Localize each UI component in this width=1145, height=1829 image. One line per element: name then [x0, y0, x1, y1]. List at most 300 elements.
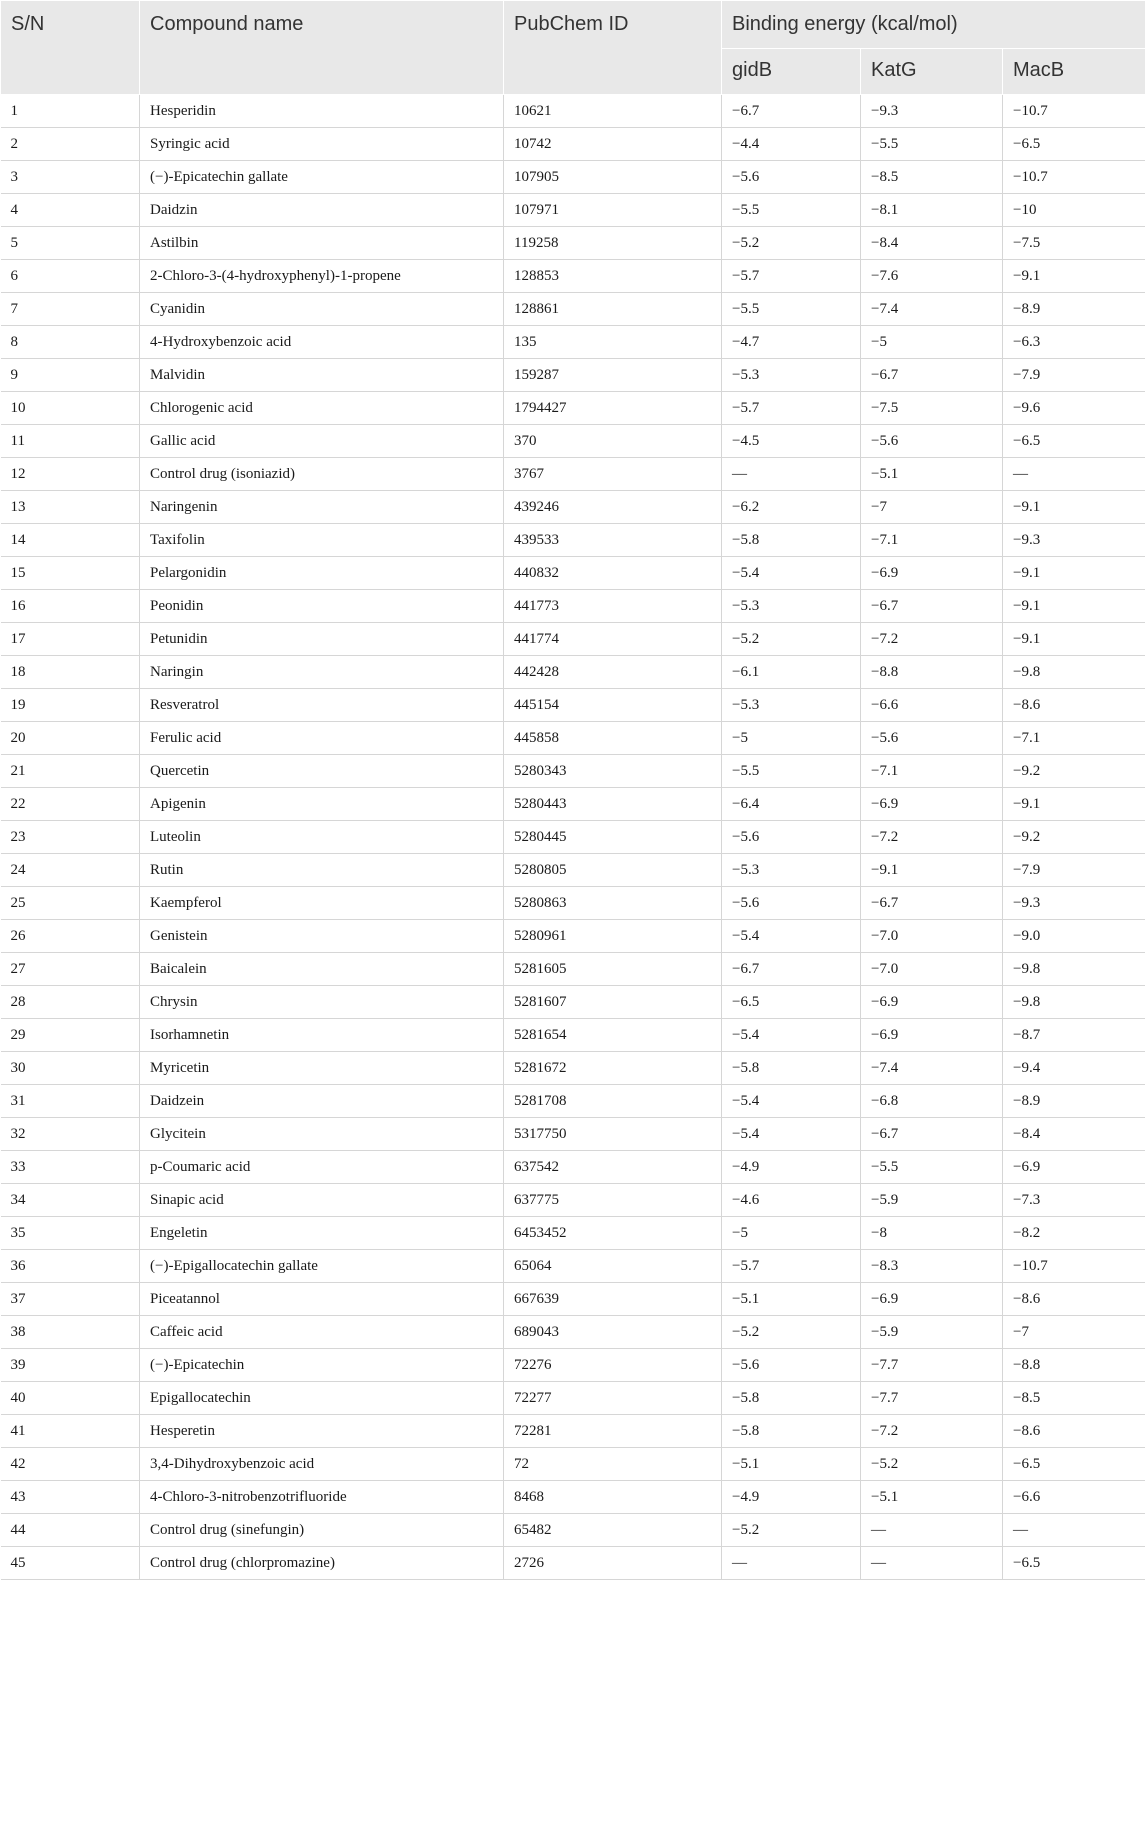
cell-macb: −8.7: [1003, 1019, 1145, 1052]
cell-macb: —: [1003, 458, 1145, 491]
cell-gidb: −5.5: [722, 293, 861, 326]
cell-katg: −7.4: [861, 293, 1003, 326]
cell-pubchem-id: 128861: [504, 293, 722, 326]
cell-sn: 3: [1, 161, 140, 194]
cell-macb: −6.5: [1003, 1547, 1145, 1580]
cell-pubchem-id: 5317750: [504, 1118, 722, 1151]
cell-sn: 32: [1, 1118, 140, 1151]
table-row: [1, 1184, 1145, 1217]
cell-pubchem-id: 637775: [504, 1184, 722, 1217]
cell-sn: 7: [1, 293, 140, 326]
cell-pubchem-id: 441774: [504, 623, 722, 656]
cell-gidb: −5.3: [722, 590, 861, 623]
cell-macb: −6.3: [1003, 326, 1145, 359]
cell-pubchem-id: 5280443: [504, 788, 722, 821]
cell-pubchem-id: 442428: [504, 656, 722, 689]
cell-gidb: −5: [722, 722, 861, 755]
cell-macb: −8.9: [1003, 293, 1145, 326]
table-row: [1, 557, 1145, 590]
cell-gidb: −5.7: [722, 1250, 861, 1283]
cell-macb: −9.3: [1003, 887, 1145, 920]
cell-gidb: −5.3: [722, 689, 861, 722]
cell-pubchem-id: 440832: [504, 557, 722, 590]
cell-gidb: —: [722, 1547, 861, 1580]
cell-pubchem-id: 5281607: [504, 986, 722, 1019]
cell-sn: 42: [1, 1448, 140, 1481]
cell-pubchem-id: 10621: [504, 95, 722, 128]
cell-macb: −9.6: [1003, 392, 1145, 425]
cell-gidb: −4.9: [722, 1151, 861, 1184]
cell-sn: 13: [1, 491, 140, 524]
cell-macb: −9.8: [1003, 953, 1145, 986]
cell-compound-name: Hesperidin: [140, 95, 504, 128]
cell-katg: −6.9: [861, 788, 1003, 821]
cell-gidb: −6.5: [722, 986, 861, 1019]
cell-compound-name: Epigallocatechin: [140, 1382, 504, 1415]
cell-gidb: −4.7: [722, 326, 861, 359]
cell-compound-name: (−)-Epigallocatechin gallate: [140, 1250, 504, 1283]
cell-katg: −7.0: [861, 953, 1003, 986]
cell-gidb: −5.8: [722, 524, 861, 557]
cell-pubchem-id: 2726: [504, 1547, 722, 1580]
table-row: [1, 1085, 1145, 1118]
table-row: [1, 293, 1145, 326]
cell-sn: 23: [1, 821, 140, 854]
cell-gidb: −5.4: [722, 1019, 861, 1052]
cell-katg: −5.2: [861, 1448, 1003, 1481]
cell-compound-name: Cyanidin: [140, 293, 504, 326]
cell-compound-name: 3,4-Dihydroxybenzoic acid: [140, 1448, 504, 1481]
cell-sn: 29: [1, 1019, 140, 1052]
table-row: [1, 1052, 1145, 1085]
cell-macb: −6.5: [1003, 425, 1145, 458]
cell-katg: −6.9: [861, 1283, 1003, 1316]
cell-katg: −8.4: [861, 227, 1003, 260]
cell-compound-name: Control drug (sinefungin): [140, 1514, 504, 1547]
cell-compound-name: Malvidin: [140, 359, 504, 392]
cell-gidb: −5.6: [722, 1349, 861, 1382]
cell-sn: 43: [1, 1481, 140, 1514]
cell-sn: 25: [1, 887, 140, 920]
cell-compound-name: (−)-Epicatechin: [140, 1349, 504, 1382]
cell-gidb: −5.4: [722, 1085, 861, 1118]
cell-sn: 27: [1, 953, 140, 986]
cell-pubchem-id: 5281605: [504, 953, 722, 986]
cell-katg: −7.7: [861, 1349, 1003, 1382]
cell-sn: 11: [1, 425, 140, 458]
table-row: [1, 1415, 1145, 1448]
table-row: [1, 1448, 1145, 1481]
cell-compound-name: Petunidin: [140, 623, 504, 656]
cell-compound-name: (−)-Epicatechin gallate: [140, 161, 504, 194]
cell-katg: −6.9: [861, 557, 1003, 590]
cell-macb: −8.2: [1003, 1217, 1145, 1250]
table-row: [1, 458, 1145, 491]
cell-sn: 40: [1, 1382, 140, 1415]
cell-pubchem-id: 445858: [504, 722, 722, 755]
cell-macb: −9.1: [1003, 590, 1145, 623]
table-row: [1, 1547, 1145, 1580]
cell-katg: −7.7: [861, 1382, 1003, 1415]
cell-compound-name: Gallic acid: [140, 425, 504, 458]
cell-gidb: —: [722, 458, 861, 491]
cell-gidb: −4.4: [722, 128, 861, 161]
cell-pubchem-id: 5280863: [504, 887, 722, 920]
cell-pubchem-id: 128853: [504, 260, 722, 293]
cell-pubchem-id: 5280961: [504, 920, 722, 953]
cell-gidb: −5.1: [722, 1448, 861, 1481]
table-row: [1, 854, 1145, 887]
header-compound-name: Compound name: [140, 1, 504, 95]
cell-katg: −8.5: [861, 161, 1003, 194]
cell-katg: −9.1: [861, 854, 1003, 887]
table-row: [1, 953, 1145, 986]
table-row: [1, 95, 1145, 128]
cell-compound-name: Naringin: [140, 656, 504, 689]
cell-macb: −8.4: [1003, 1118, 1145, 1151]
cell-compound-name: Daidzin: [140, 194, 504, 227]
cell-katg: −8.3: [861, 1250, 1003, 1283]
cell-sn: 6: [1, 260, 140, 293]
table-row: [1, 590, 1145, 623]
cell-katg: −5.5: [861, 128, 1003, 161]
table-row: [1, 1481, 1145, 1514]
cell-macb: −7.9: [1003, 854, 1145, 887]
cell-pubchem-id: 159287: [504, 359, 722, 392]
cell-compound-name: 4-Chloro-3-nitrobenzotrifluoride: [140, 1481, 504, 1514]
cell-gidb: −5.2: [722, 227, 861, 260]
cell-macb: −8.5: [1003, 1382, 1145, 1415]
cell-pubchem-id: 72: [504, 1448, 722, 1481]
table-row: [1, 326, 1145, 359]
cell-compound-name: Glycitein: [140, 1118, 504, 1151]
cell-macb: −10: [1003, 194, 1145, 227]
cell-katg: −5.5: [861, 1151, 1003, 1184]
cell-katg: —: [861, 1514, 1003, 1547]
cell-macb: −9.0: [1003, 920, 1145, 953]
cell-gidb: −5.8: [722, 1415, 861, 1448]
cell-compound-name: Pelargonidin: [140, 557, 504, 590]
cell-gidb: −5.4: [722, 557, 861, 590]
header-pubchem-id: PubChem ID: [504, 1, 722, 95]
cell-compound-name: Myricetin: [140, 1052, 504, 1085]
cell-katg: −7.1: [861, 755, 1003, 788]
cell-macb: −9.1: [1003, 491, 1145, 524]
cell-compound-name: 4-Hydroxybenzoic acid: [140, 326, 504, 359]
cell-katg: −5.6: [861, 425, 1003, 458]
table-row: [1, 1283, 1145, 1316]
cell-compound-name: Kaempferol: [140, 887, 504, 920]
cell-macb: −10.7: [1003, 95, 1145, 128]
cell-compound-name: Chrysin: [140, 986, 504, 1019]
table-row: [1, 128, 1145, 161]
cell-compound-name: Astilbin: [140, 227, 504, 260]
cell-compound-name: Syringic acid: [140, 128, 504, 161]
cell-sn: 14: [1, 524, 140, 557]
cell-sn: 8: [1, 326, 140, 359]
cell-gidb: −5.4: [722, 1118, 861, 1151]
cell-katg: −7.2: [861, 623, 1003, 656]
table-row: [1, 1349, 1145, 1382]
table-row: [1, 491, 1145, 524]
cell-pubchem-id: 5280343: [504, 755, 722, 788]
cell-macb: −7: [1003, 1316, 1145, 1349]
cell-sn: 10: [1, 392, 140, 425]
cell-pubchem-id: 65064: [504, 1250, 722, 1283]
cell-pubchem-id: 439533: [504, 524, 722, 557]
cell-katg: −9.3: [861, 95, 1003, 128]
cell-macb: −10.7: [1003, 161, 1145, 194]
cell-gidb: −5.8: [722, 1382, 861, 1415]
cell-pubchem-id: 65482: [504, 1514, 722, 1547]
cell-pubchem-id: 689043: [504, 1316, 722, 1349]
cell-sn: 20: [1, 722, 140, 755]
cell-pubchem-id: 5281672: [504, 1052, 722, 1085]
cell-sn: 36: [1, 1250, 140, 1283]
table-row: [1, 689, 1145, 722]
cell-gidb: −5.5: [722, 194, 861, 227]
cell-sn: 41: [1, 1415, 140, 1448]
cell-compound-name: Engeletin: [140, 1217, 504, 1250]
cell-gidb: −5.4: [722, 920, 861, 953]
cell-compound-name: Rutin: [140, 854, 504, 887]
cell-sn: 37: [1, 1283, 140, 1316]
cell-katg: −5: [861, 326, 1003, 359]
cell-gidb: −6.7: [722, 95, 861, 128]
table-row: [1, 161, 1145, 194]
cell-sn: 44: [1, 1514, 140, 1547]
cell-macb: −9.3: [1003, 524, 1145, 557]
cell-katg: −7.2: [861, 1415, 1003, 1448]
table-row: [1, 656, 1145, 689]
cell-sn: 39: [1, 1349, 140, 1382]
cell-pubchem-id: 3767: [504, 458, 722, 491]
cell-katg: −8.8: [861, 656, 1003, 689]
header-macb: MacB: [1003, 49, 1145, 95]
header-gidb: gidB: [722, 49, 861, 95]
cell-katg: −6.9: [861, 1019, 1003, 1052]
table-row: [1, 788, 1145, 821]
cell-gidb: −5.6: [722, 821, 861, 854]
cell-pubchem-id: 5280445: [504, 821, 722, 854]
cell-katg: −5.1: [861, 1481, 1003, 1514]
table-row: [1, 986, 1145, 1019]
cell-macb: −9.1: [1003, 788, 1145, 821]
cell-pubchem-id: 107905: [504, 161, 722, 194]
cell-compound-name: Hesperetin: [140, 1415, 504, 1448]
cell-pubchem-id: 370: [504, 425, 722, 458]
cell-katg: −7.1: [861, 524, 1003, 557]
cell-macb: −8.6: [1003, 1415, 1145, 1448]
cell-compound-name: Control drug (chlorpromazine): [140, 1547, 504, 1580]
cell-pubchem-id: 10742: [504, 128, 722, 161]
cell-macb: −9.4: [1003, 1052, 1145, 1085]
cell-sn: 33: [1, 1151, 140, 1184]
cell-pubchem-id: 8468: [504, 1481, 722, 1514]
cell-pubchem-id: 72281: [504, 1415, 722, 1448]
cell-gidb: −5.2: [722, 1514, 861, 1547]
cell-pubchem-id: 119258: [504, 227, 722, 260]
cell-katg: −6.8: [861, 1085, 1003, 1118]
table-row: [1, 260, 1145, 293]
cell-compound-name: Genistein: [140, 920, 504, 953]
cell-sn: 34: [1, 1184, 140, 1217]
cell-pubchem-id: 439246: [504, 491, 722, 524]
cell-katg: −5.6: [861, 722, 1003, 755]
cell-katg: −7.4: [861, 1052, 1003, 1085]
cell-macb: −9.2: [1003, 821, 1145, 854]
cell-katg: −6.7: [861, 359, 1003, 392]
cell-gidb: −5.3: [722, 359, 861, 392]
cell-katg: −6.7: [861, 887, 1003, 920]
cell-sn: 45: [1, 1547, 140, 1580]
cell-katg: −7.6: [861, 260, 1003, 293]
cell-compound-name: Quercetin: [140, 755, 504, 788]
table-header: [1, 1, 1145, 95]
table-row: [1, 1118, 1145, 1151]
table-row: [1, 524, 1145, 557]
cell-pubchem-id: 441773: [504, 590, 722, 623]
cell-katg: −6.9: [861, 986, 1003, 1019]
cell-macb: −10.7: [1003, 1250, 1145, 1283]
table-row: [1, 194, 1145, 227]
cell-pubchem-id: 6453452: [504, 1217, 722, 1250]
cell-compound-name: Luteolin: [140, 821, 504, 854]
table-row: [1, 425, 1145, 458]
cell-compound-name: p-Coumaric acid: [140, 1151, 504, 1184]
cell-gidb: −5.8: [722, 1052, 861, 1085]
cell-pubchem-id: 1794427: [504, 392, 722, 425]
cell-sn: 15: [1, 557, 140, 590]
cell-compound-name: Sinapic acid: [140, 1184, 504, 1217]
table-row: [1, 227, 1145, 260]
cell-compound-name: Piceatannol: [140, 1283, 504, 1316]
cell-pubchem-id: 637542: [504, 1151, 722, 1184]
cell-compound-name: Ferulic acid: [140, 722, 504, 755]
cell-sn: 24: [1, 854, 140, 887]
cell-pubchem-id: 5281708: [504, 1085, 722, 1118]
cell-sn: 4: [1, 194, 140, 227]
cell-macb: −6.6: [1003, 1481, 1145, 1514]
cell-katg: −7: [861, 491, 1003, 524]
cell-katg: −7.5: [861, 392, 1003, 425]
cell-pubchem-id: 445154: [504, 689, 722, 722]
cell-macb: −9.1: [1003, 260, 1145, 293]
table-row: [1, 1217, 1145, 1250]
table-body: [1, 95, 1145, 1580]
cell-sn: 16: [1, 590, 140, 623]
cell-pubchem-id: 72276: [504, 1349, 722, 1382]
cell-sn: 9: [1, 359, 140, 392]
cell-macb: −6.5: [1003, 1448, 1145, 1481]
cell-gidb: −5.7: [722, 260, 861, 293]
cell-macb: −8.6: [1003, 689, 1145, 722]
cell-compound-name: Apigenin: [140, 788, 504, 821]
cell-katg: −5.1: [861, 458, 1003, 491]
cell-sn: 21: [1, 755, 140, 788]
cell-macb: −8.9: [1003, 1085, 1145, 1118]
cell-sn: 19: [1, 689, 140, 722]
cell-gidb: −5.6: [722, 161, 861, 194]
cell-compound-name: Chlorogenic acid: [140, 392, 504, 425]
table-row: [1, 359, 1145, 392]
table-row: [1, 887, 1145, 920]
cell-compound-name: Isorhamnetin: [140, 1019, 504, 1052]
cell-gidb: −6.4: [722, 788, 861, 821]
header-binding-energy: Binding energy (kcal/mol): [722, 1, 1145, 49]
cell-macb: −9.1: [1003, 623, 1145, 656]
cell-macb: −8.6: [1003, 1283, 1145, 1316]
table-row: [1, 821, 1145, 854]
table-row: [1, 1151, 1145, 1184]
cell-sn: 1: [1, 95, 140, 128]
cell-gidb: −6.7: [722, 953, 861, 986]
cell-gidb: −5.1: [722, 1283, 861, 1316]
table-row: [1, 1019, 1145, 1052]
cell-compound-name: Baicalein: [140, 953, 504, 986]
cell-sn: 38: [1, 1316, 140, 1349]
cell-pubchem-id: 135: [504, 326, 722, 359]
cell-katg: −6.6: [861, 689, 1003, 722]
table-row: [1, 755, 1145, 788]
cell-katg: −6.7: [861, 1118, 1003, 1151]
cell-gidb: −5.6: [722, 887, 861, 920]
cell-sn: 12: [1, 458, 140, 491]
cell-gidb: −5.2: [722, 1316, 861, 1349]
cell-sn: 5: [1, 227, 140, 260]
cell-katg: −5.9: [861, 1184, 1003, 1217]
cell-compound-name: Daidzein: [140, 1085, 504, 1118]
cell-katg: −8: [861, 1217, 1003, 1250]
cell-katg: −8.1: [861, 194, 1003, 227]
table-row: [1, 1382, 1145, 1415]
cell-macb: −6.9: [1003, 1151, 1145, 1184]
cell-sn: 2: [1, 128, 140, 161]
cell-pubchem-id: 72277: [504, 1382, 722, 1415]
cell-gidb: −5: [722, 1217, 861, 1250]
cell-macb: −6.5: [1003, 128, 1145, 161]
table-row: [1, 1514, 1145, 1547]
cell-compound-name: Taxifolin: [140, 524, 504, 557]
cell-sn: 35: [1, 1217, 140, 1250]
cell-gidb: −5.2: [722, 623, 861, 656]
cell-sn: 18: [1, 656, 140, 689]
table-row: [1, 722, 1145, 755]
cell-compound-name: Peonidin: [140, 590, 504, 623]
cell-compound-name: Naringenin: [140, 491, 504, 524]
table-row: [1, 1250, 1145, 1283]
cell-macb: −7.5: [1003, 227, 1145, 260]
cell-macb: −9.8: [1003, 656, 1145, 689]
cell-gidb: −5.3: [722, 854, 861, 887]
cell-pubchem-id: 107971: [504, 194, 722, 227]
header-katg: KatG: [861, 49, 1003, 95]
cell-katg: −7.0: [861, 920, 1003, 953]
cell-pubchem-id: 5281654: [504, 1019, 722, 1052]
cell-sn: 31: [1, 1085, 140, 1118]
cell-gidb: −5.7: [722, 392, 861, 425]
cell-gidb: −6.2: [722, 491, 861, 524]
cell-gidb: −4.6: [722, 1184, 861, 1217]
cell-sn: 30: [1, 1052, 140, 1085]
cell-macb: −9.1: [1003, 557, 1145, 590]
header-sn: S/N: [1, 1, 140, 95]
cell-katg: —: [861, 1547, 1003, 1580]
cell-gidb: −6.1: [722, 656, 861, 689]
cell-sn: 22: [1, 788, 140, 821]
cell-macb: −7.9: [1003, 359, 1145, 392]
cell-macb: −7.1: [1003, 722, 1145, 755]
